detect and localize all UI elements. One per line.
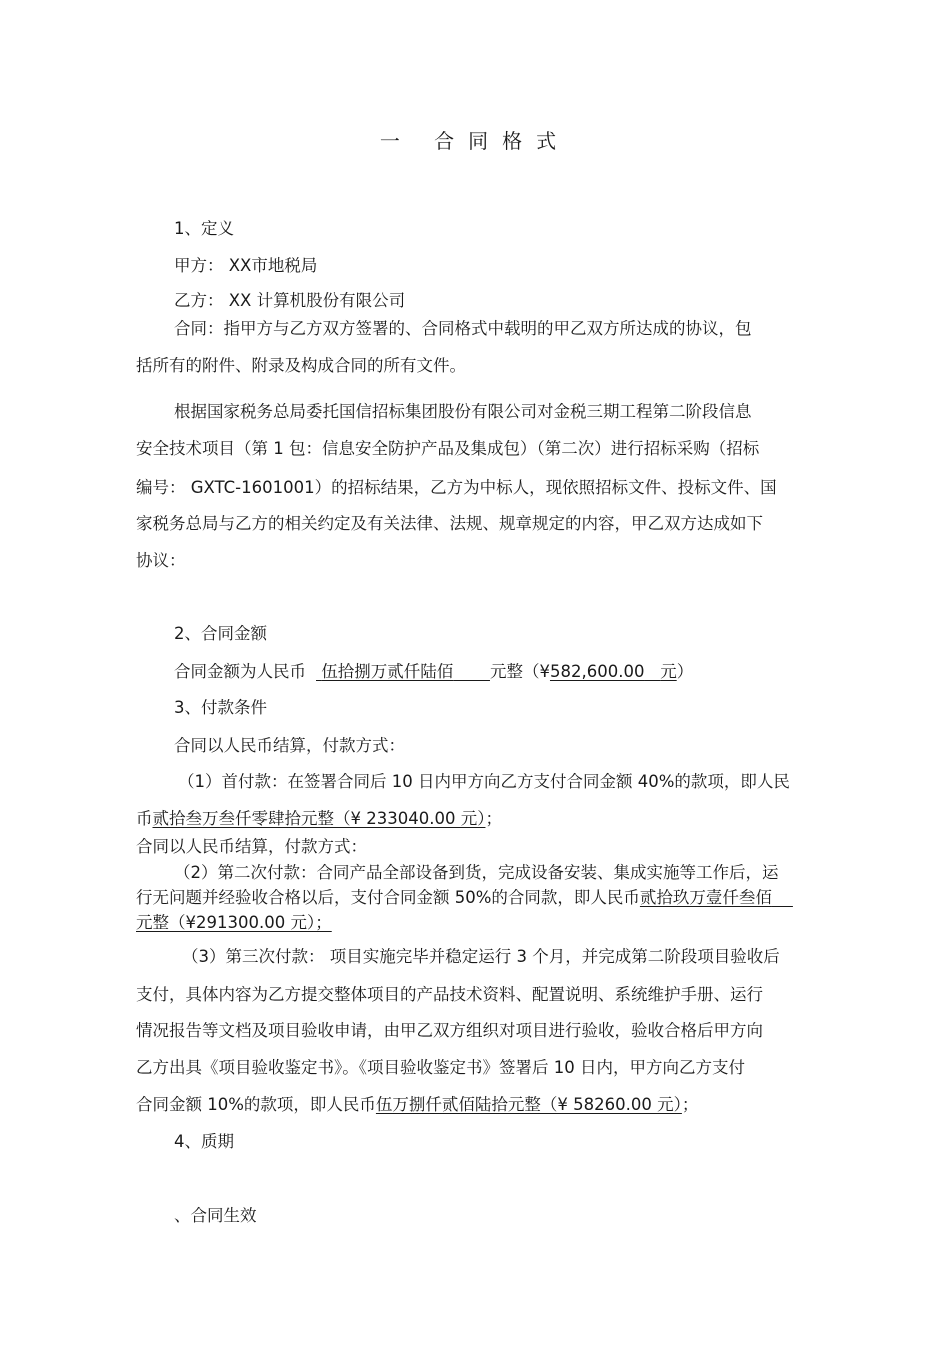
payment-1-amount: 币贰拾叁万叁仟零肆拾元整（¥ 233040.00 元）； bbox=[136, 809, 502, 828]
payment-3-line: 支付，具体内容为乙方提交整体项目的产品技术资料、配置说明、系统维护手册、运行 bbox=[136, 985, 763, 1004]
payment-3-amount-words: 伍万捌仟贰佰陆拾元整（¥ 58260.00 元） bbox=[375, 1095, 682, 1114]
amount-number: 582,600.00 元 bbox=[549, 662, 677, 681]
intro-line: 协议： bbox=[136, 551, 186, 570]
contract-definition-line: 括所有的附件、附录及构成合同的所有文件。 bbox=[136, 356, 466, 375]
intro-line: 家税务总局与乙方的相关约定及有关法律、法规、规章规定的内容，甲乙双方达成如下 bbox=[136, 514, 763, 533]
intro-line: 编号： GXTC-1601001）的招标结果，乙方为中标人，现依照招标文件、投标文件、国 bbox=[136, 478, 777, 497]
payment-3-amount: 合同金额 10%的款项，即人民币伍万捌仟贰佰陆拾元整（¥ 58260.00 元）； bbox=[136, 1095, 699, 1114]
intro-line: 安全技术项目（第 1 包：信息安全防护产品及集成包）（第二次）进行招标采购（招标 bbox=[136, 439, 760, 458]
settlement-line: 合同以人民币结算，付款方式： bbox=[174, 736, 405, 755]
amount-prefix: 合同金额为人民币 bbox=[174, 662, 306, 681]
payment-2-line: （2）第二次付款：合同产品全部设备到货，完成设备安装、集成实施等工作后，运 bbox=[174, 863, 779, 882]
payment-2-amount: 元整（¥291300.00 元）； bbox=[136, 913, 332, 932]
payment-3-line: 乙方出具《项目验收鉴定书》。《项目验收鉴定书》签署后 10 日内，甲方向乙方支付 bbox=[136, 1058, 745, 1077]
payment-1-amount-words: 贰拾叁万叁仟零肆拾元整（¥ 233040.00 元） bbox=[152, 809, 486, 828]
amount-in-words: 伍拾捌万贰仟陆佰 bbox=[321, 662, 454, 681]
section-heading-definition: 1、定义 bbox=[174, 219, 234, 238]
party-a: 甲方： XX市地税局 bbox=[174, 256, 318, 275]
payment-3-line: 情况报告等文档及项目验收申请，由甲乙双方组织对项目进行验收，验收合格后甲方向 bbox=[136, 1021, 763, 1040]
amount-mid: 元整（¥ bbox=[489, 662, 550, 681]
amount-suffix: ） bbox=[676, 662, 694, 681]
party-b: 乙方： XX 计算机股份有限公司 bbox=[174, 291, 406, 310]
settlement-line: 合同以人民币结算，付款方式： bbox=[136, 837, 367, 856]
payment-1-line: （1）首付款：在签署合同后 10 日内甲方向乙方支付合同金额 40%的款项，即人民 bbox=[178, 772, 790, 791]
document-title: 一 合同格式 bbox=[379, 129, 571, 153]
section-heading-amount: 2、合同金额 bbox=[174, 624, 267, 643]
contract-amount-line bbox=[174, 661, 693, 683]
contract-definition-line: 合同：指甲方与乙方双方签署的、合同格式中载明的甲乙双方所达成的协议，包 bbox=[174, 319, 752, 338]
payment-2-amount-words: 贰拾玖万壹仟叁佰 bbox=[639, 888, 772, 907]
intro-line: 根据国家税务总局委托国信招标集团股份有限公司对金税三期工程第二阶段信息 bbox=[174, 402, 752, 421]
payment-3-line: （3）第三次付款： 项目实施完毕并稳定运行 3 个月，并完成第二阶段项目验收后 bbox=[182, 947, 780, 966]
section-heading-effective: 、合同生效 bbox=[174, 1206, 257, 1225]
section-heading-warranty: 4、质期 bbox=[174, 1132, 234, 1151]
payment-2-line: 行无问题并经验收合格以后，支付合同金额 50%的合同款，即人民币贰拾玖万壹仟叁佰 bbox=[136, 887, 793, 909]
section-heading-payment: 3、付款条件 bbox=[174, 698, 267, 717]
